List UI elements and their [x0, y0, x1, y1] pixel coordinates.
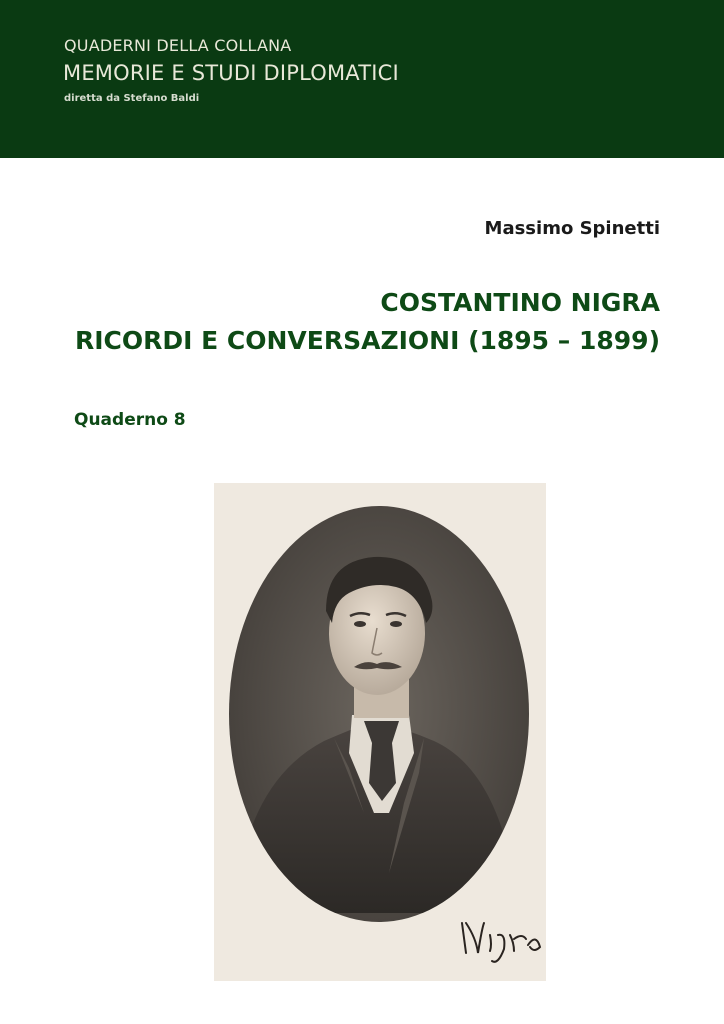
series-title: MEMORIE E STUDI DIPLOMATICI — [63, 61, 399, 85]
title-line-2: RICORDI E CONVERSAZIONI (1895 – 1899) — [74, 326, 660, 355]
title-line-1: COSTANTINO NIGRA — [380, 288, 660, 317]
series-editor: diretta da Stefano Baldi — [64, 93, 200, 104]
portrait-illustration — [214, 483, 546, 981]
portrait-photo — [214, 483, 546, 981]
author-name: Massimo Spinetti — [484, 218, 660, 239]
book-title — [75, 284, 660, 360]
series-label: QUADERNI DELLA COLLANA — [64, 36, 292, 55]
volume-number: Quaderno 8 — [74, 410, 186, 430]
series-banner — [0, 0, 724, 158]
